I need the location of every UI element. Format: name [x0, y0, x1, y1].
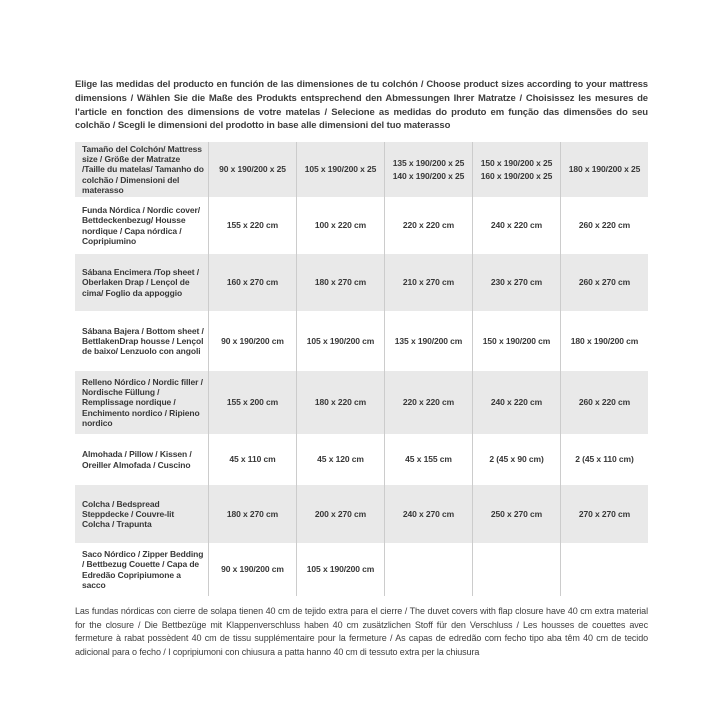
size-line: 160 x 190/200 x 25: [480, 170, 553, 181]
size-value-cell: 260 x 220 cm: [560, 197, 648, 254]
size-value-cell: 270 x 270 cm: [560, 485, 648, 543]
size-value-cell: 2 (45 x 110 cm): [560, 434, 648, 485]
size-line: 140 x 190/200 x 25: [392, 170, 465, 181]
size-line: 105 x 190/200 x 25: [304, 164, 377, 175]
row-label: Colcha / Bedspread Steppdecke / Couvre-lit Colcha / Trapunta: [82, 498, 175, 530]
size-value-cell: 155 x 200 cm: [208, 371, 296, 434]
size-value-cell: 45 x 120 cm: [296, 434, 384, 485]
size-line: 90 x 190/200 x 25: [219, 164, 286, 175]
size-value-cell: 200 x 270 cm: [296, 485, 384, 543]
header-size-cell: [208, 142, 296, 197]
size-value-cell: 135 x 190/200 cm: [384, 311, 472, 371]
row-label: Saco Nórdico / Zipper Bedding / Bettbezug Couette / Capa de Edredão Copripiumone a sacco: [82, 549, 204, 590]
size-value-cell: 220 x 220 cm: [384, 371, 472, 434]
row-label: Relleno Nórdico / Nordic filler / Nordische Füllung / Remplissage nordique / Enchimento nordico / Ripieno nordico: [82, 377, 203, 428]
size-line: 150 x 190/200 x 25: [480, 158, 553, 169]
size-value-cell: 240 x 270 cm: [384, 485, 472, 543]
table-row: [75, 485, 648, 543]
size-value-cell: 2 (45 x 90 cm): [472, 434, 560, 485]
size-value-cell: [384, 543, 472, 596]
size-value-cell: 180 x 270 cm: [296, 254, 384, 311]
size-value-cell: 240 x 220 cm: [472, 197, 560, 254]
size-guide: [75, 78, 648, 659]
size-value-cell: 105 x 190/200 cm: [296, 311, 384, 371]
size-value-cell: 240 x 220 cm: [472, 371, 560, 434]
table-row: [75, 311, 648, 371]
size-value-cell: 155 x 220 cm: [208, 197, 296, 254]
size-value-cell: 90 x 190/200 cm: [208, 311, 296, 371]
size-value-cell: 220 x 220 cm: [384, 197, 472, 254]
size-value-cell: 160 x 270 cm: [208, 254, 296, 311]
header-size-cell: [296, 142, 384, 197]
footer-note: Las fundas nórdicas con cierre de solapa tienen 40 cm de tejido extra para el cierre / The duvet covers with flap closure have 40 cm extra material for the closure / Die Bettbezüge mit Klappenverschluss haben 40 cm zusätzlichen Stoff für den Verschluss / Les housses de couettes avec fermeture à rabat possèdent 40 cm de tissu supplémentaire pour la fermeture / As capas de edredão com fecho tipo aba têm 40 cm de tecido adicional para o fecho / I copripiumoni con chiusura a patta hanno 40 cm di tessuto extra per la chiusura: [75, 606, 648, 657]
size-value-cell: 260 x 220 cm: [560, 371, 648, 434]
size-value-cell: 105 x 190/200 cm: [296, 543, 384, 596]
table-row: [75, 197, 648, 254]
size-value-cell: 250 x 270 cm: [472, 485, 560, 543]
table-row: [75, 254, 648, 311]
size-value-cell: [560, 543, 648, 596]
size-line: 180 x 190/200 x 25: [568, 164, 641, 175]
size-value-cell: 150 x 190/200 cm: [472, 311, 560, 371]
intro-text: Elige las medidas del producto en función de las dimensiones de tu colchón / Choose product sizes according to your mattress dimensions / Wählen Sie die Maße des Produkts entsprechend den Abmessungen Ihrer Matratze / Choisissez les mesures de l'article en fonction des dimensions de votre matelas / Selecione as medidas do produto em função das dimensões do seu colchão / Scegli le dimensioni del prodotto in base alle dimensioni del tuo materasso: [75, 79, 648, 132]
header-size-cell: [560, 142, 648, 197]
size-value-cell: 90 x 190/200 cm: [208, 543, 296, 596]
size-value-cell: 230 x 270 cm: [472, 254, 560, 311]
row-label: Sábana Encimera /Top sheet / Oberlaken Drap / Lençol de cima/ Foglio da appoggio: [82, 267, 200, 298]
row-label: Funda Nórdica / Nordic cover/ Bettdeckenbezug/ Housse nordique / Capa nórdica / Copripiumino: [82, 205, 201, 246]
table-row: [75, 543, 648, 596]
table-row: [75, 371, 648, 434]
row-label: Almohada / Pillow / Kissen / Oreiller Almofada / Cuscino: [82, 449, 192, 470]
header-size-cell: [384, 142, 472, 197]
size-value-cell: 45 x 110 cm: [208, 434, 296, 485]
size-value-cell: 180 x 190/200 cm: [560, 311, 648, 371]
size-value-cell: 180 x 270 cm: [208, 485, 296, 543]
size-table: [75, 142, 648, 596]
header-label: Tamaño del Colchón/ Mattress size / Größe der Matratze /Taille du matelas/ Tamanho do colchão / Dimensioni del materasso: [82, 144, 204, 195]
table-row: [75, 434, 648, 485]
size-line: 135 x 190/200 x 25: [392, 158, 465, 169]
size-value-cell: 260 x 270 cm: [560, 254, 648, 311]
size-value-cell: 180 x 220 cm: [296, 371, 384, 434]
size-value-cell: 100 x 220 cm: [296, 197, 384, 254]
size-value-cell: 45 x 155 cm: [384, 434, 472, 485]
size-value-cell: 210 x 270 cm: [384, 254, 472, 311]
row-label: Sábana Bajera / Bottom sheet / BettlakenDrap housse / Lençol de baixo/ Lenzuolo con angoli: [82, 325, 204, 357]
size-value-cell: [472, 543, 560, 596]
header-size-cell: [472, 142, 560, 197]
table-header-row: [75, 142, 648, 197]
